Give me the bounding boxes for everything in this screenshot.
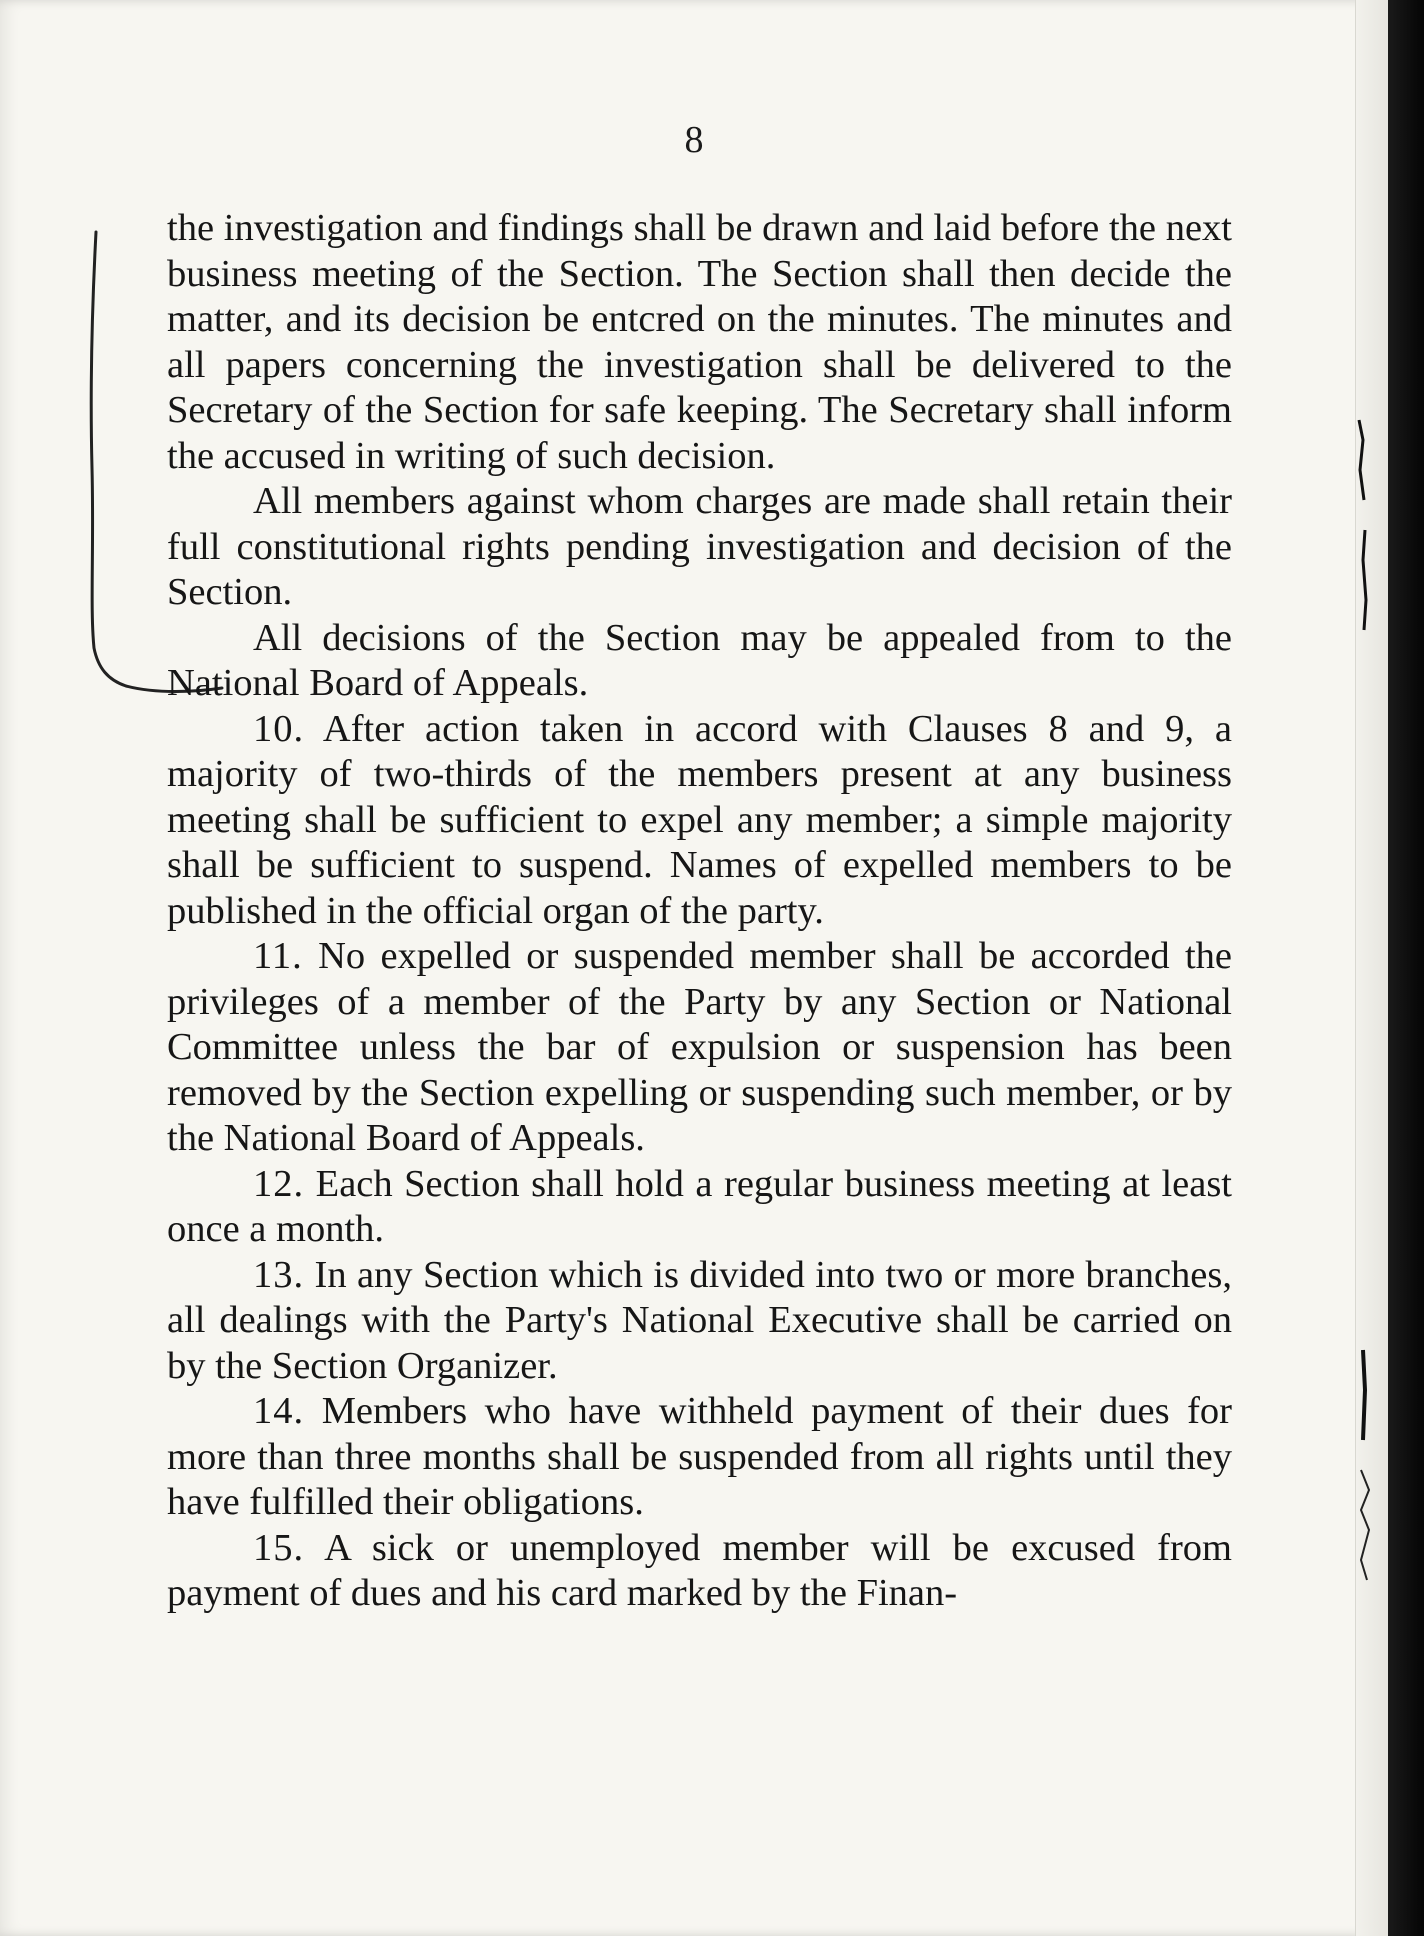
paragraph-continuation — [167, 206, 1232, 479]
clause-13 — [167, 1253, 1232, 1390]
paragraph-rights — [167, 479, 1232, 616]
clause-text: No expelled or suspended member shall be accorded the privileges of a member of the Party by any Section or National Committee unless the bar of expulsion or suspension has been removed by the Section expelling or suspending such member, or by the National Board of Appeals. — [167, 935, 1232, 1159]
clause-text: Members who have withheld payment of their dues for more than three months shall be suspended from all rights until they have fulfilled their obligations. — [167, 1390, 1233, 1523]
clause-11 — [167, 934, 1232, 1162]
paragraph-text: All members against whom charges are made shall retain their full constitutional rights pending investigation and decision of the Section. — [167, 480, 1232, 613]
clause-14 — [167, 1389, 1232, 1526]
clause-12 — [167, 1162, 1232, 1253]
body-text — [167, 206, 1232, 1617]
paragraph-text: the investigation and findings shall be drawn and laid before the next business meeting of the Section. The Section shall then decide the matter, and its decision be entcred on the minutes. The minutes and all papers concerning the investigation shall be delivered to the Secretary of the Section for safe keeping. The Secretary shall inform the accused in writing of such decision. — [167, 207, 1232, 477]
clause-number: 15. — [253, 1526, 305, 1569]
clause-text: After action taken in accord with Clauses 8 and 9, a majority of two-thirds of the members present at any business meeting shall be sufficient to expel any member; a simple majority shall be sufficient to suspend. Names of expelled members to be published in the official organ of the party. — [167, 707, 1232, 932]
page-edge-shadow — [1388, 0, 1424, 1936]
clause-10 — [167, 707, 1232, 935]
clause-number: 12. — [253, 1162, 305, 1205]
clause-15 — [167, 1526, 1232, 1617]
clause-text: Each Section shall hold a regular business meeting at least once a month. — [167, 1162, 1233, 1250]
paragraph-appeals — [167, 616, 1232, 707]
page-number: 8 — [684, 119, 704, 161]
clause-text: A sick or unemployed member will be excused from payment of dues and his card marked by the Finan- — [167, 1526, 1232, 1614]
paragraph-text: All decisions of the Section may be appealed from to the National Board of Appeals. — [167, 616, 1232, 704]
clause-number: 13. — [253, 1253, 305, 1296]
clause-number: 14. — [253, 1390, 305, 1432]
clause-text: In any Section which is divided into two or more branches, all dealings with the Party's National Executive shall be carried on by the Section Organizer. — [167, 1253, 1233, 1387]
binding-strip — [1355, 0, 1389, 1936]
clause-number: 11. — [253, 935, 303, 977]
clause-number: 10. — [253, 707, 305, 750]
